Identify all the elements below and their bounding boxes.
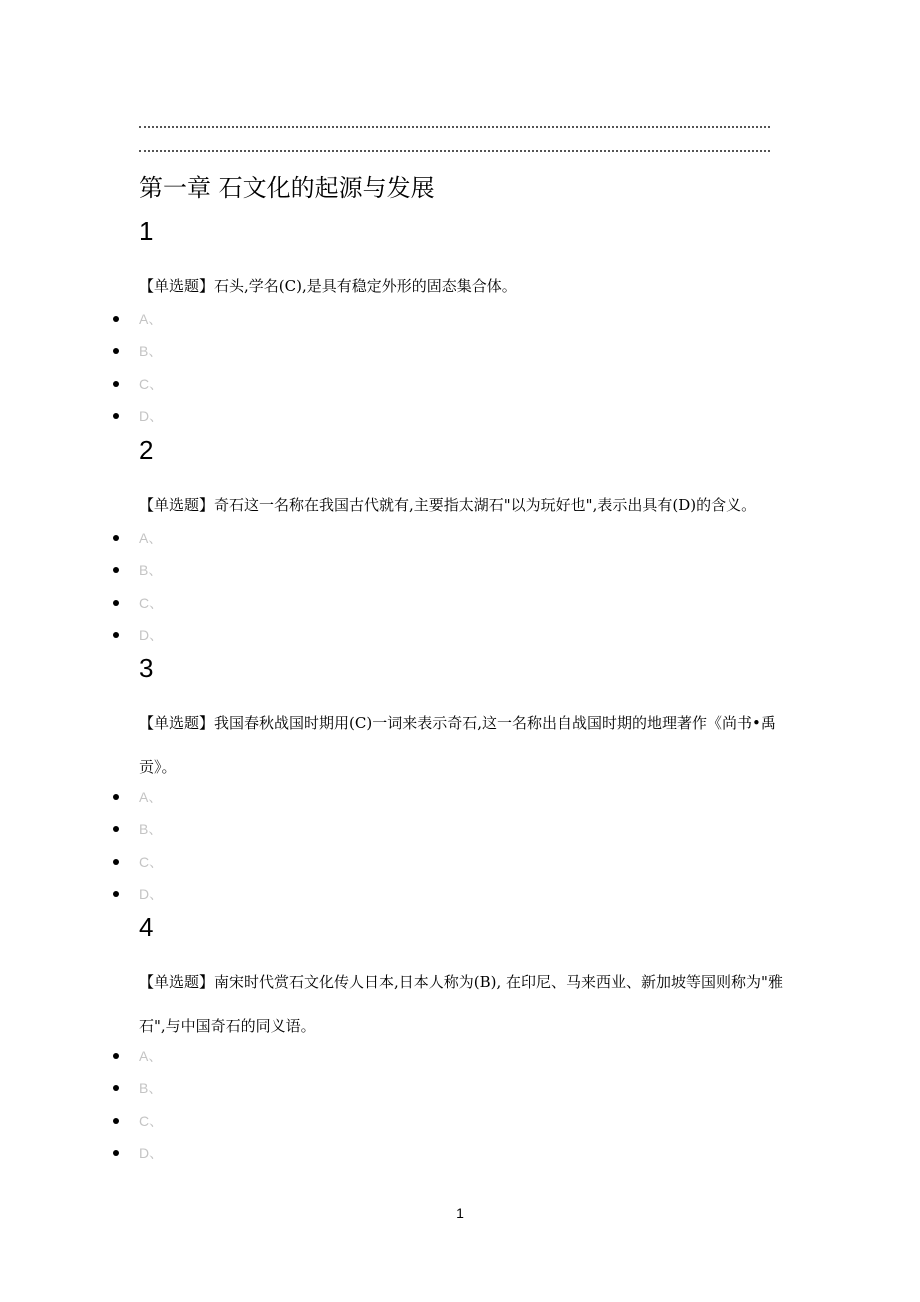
bullet-icon xyxy=(113,567,119,573)
option-label: C、 xyxy=(139,595,164,611)
bullet-icon xyxy=(113,891,119,897)
bullet-icon xyxy=(113,1085,119,1091)
dotted-separator-top xyxy=(139,126,770,128)
question-number: 1 xyxy=(139,216,154,246)
option-label: D、 xyxy=(139,627,164,643)
question-type: 【单选题】 xyxy=(139,277,215,295)
question-text xyxy=(139,264,789,308)
page-number: 1 xyxy=(456,1205,464,1221)
question-type: 【单选题】 xyxy=(139,714,215,732)
dotted-separator-bottom xyxy=(139,150,770,152)
question-text xyxy=(139,483,789,527)
option-label: C、 xyxy=(139,854,164,870)
option-label: B、 xyxy=(139,343,163,359)
question-number: 4 xyxy=(139,912,154,942)
option-label: A、 xyxy=(139,311,163,327)
option-label: D、 xyxy=(139,408,164,424)
question-text xyxy=(139,960,789,1048)
bullet-icon xyxy=(113,413,119,419)
question-number: 2 xyxy=(139,435,154,465)
question-stem: 我国春秋战国时期用(C)一词来表示奇石,这一名称出自战国时期的地理著作《尚书•禹贡》。 xyxy=(139,714,776,776)
bullet-icon xyxy=(113,600,119,606)
bullet-icon xyxy=(113,794,119,800)
question-stem: 奇石这一名称在我国古代就有,主要指太湖石"以为玩好也",表示出具有(D)的含义。 xyxy=(214,496,757,514)
option-label: D、 xyxy=(139,1145,164,1161)
option-label: B、 xyxy=(139,1080,163,1096)
option-label: A、 xyxy=(139,789,163,805)
bullet-icon xyxy=(113,1118,119,1124)
bullet-icon xyxy=(113,316,119,322)
bullet-icon xyxy=(113,348,119,354)
option-label: C、 xyxy=(139,376,164,392)
bullet-icon xyxy=(113,381,119,387)
option-label: A、 xyxy=(139,530,163,546)
option-label: D、 xyxy=(139,886,164,902)
question-text xyxy=(139,701,789,789)
question-number: 3 xyxy=(139,653,154,683)
chapter-title: 第一章 石文化的起源与发展 xyxy=(139,174,435,202)
bullet-icon xyxy=(113,1053,119,1059)
option-label: A、 xyxy=(139,1048,163,1064)
question-type: 【单选题】 xyxy=(139,496,215,514)
option-label: B、 xyxy=(139,821,163,837)
bullet-icon xyxy=(113,1150,119,1156)
bullet-icon xyxy=(113,859,119,865)
question-stem: 石头,学名(C),是具有稳定外形的固态集合体。 xyxy=(214,277,517,295)
option-label: B、 xyxy=(139,562,163,578)
bullet-icon xyxy=(113,535,119,541)
question-stem: 南宋时代赏石文化传人日本,日本人称为(B), 在印尼、马来西业、新加坡等国则称为"雅石",与中国奇石的同义语。 xyxy=(139,973,783,1035)
bullet-icon xyxy=(113,826,119,832)
option-label: C、 xyxy=(139,1113,164,1129)
bullet-icon xyxy=(113,632,119,638)
question-type: 【单选题】 xyxy=(139,973,215,991)
